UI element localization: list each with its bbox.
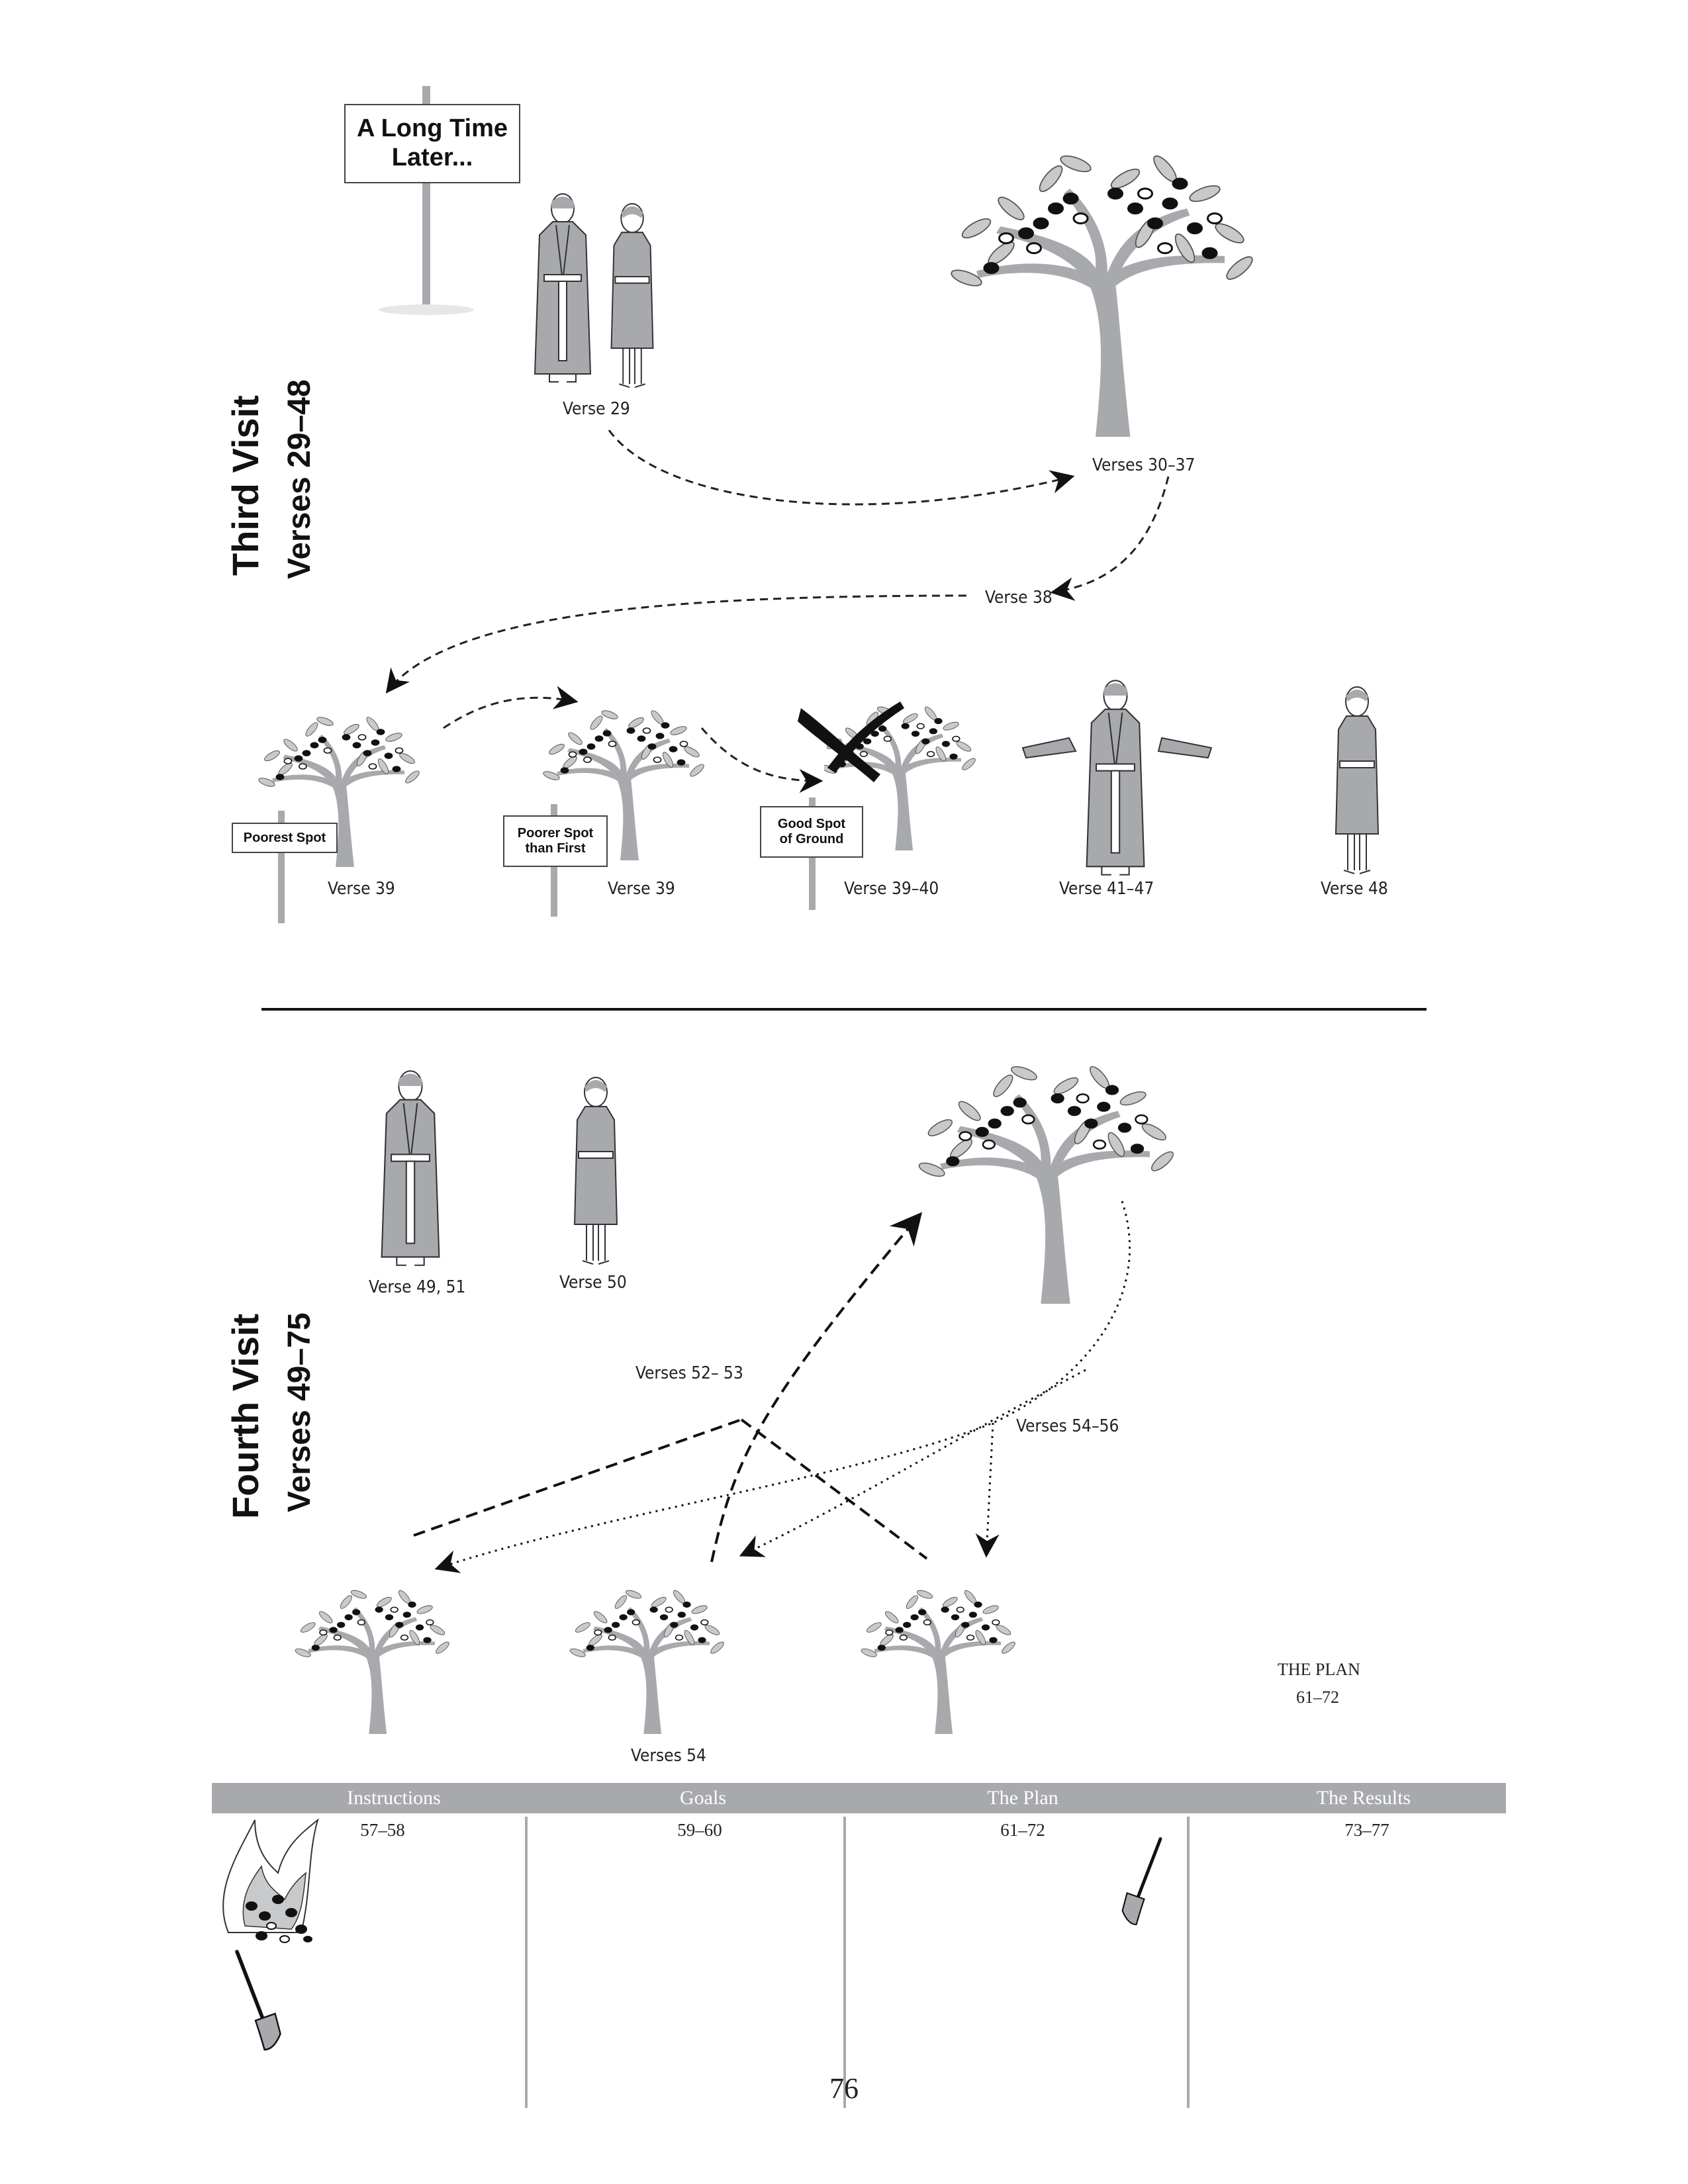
caption-verse-29: Verse 29 — [563, 399, 630, 419]
sign-line-1: A Long Time — [357, 114, 508, 143]
arrow-52-53-right — [741, 1420, 927, 1559]
column-range-instructions: 57–58 — [360, 1820, 405, 1840]
third-visit-title: Third Visit — [224, 395, 266, 576]
olive-tree-icon — [295, 1589, 451, 1734]
column-range-the-results: 73–77 — [1344, 1820, 1389, 1840]
olive-tree-icon — [949, 153, 1255, 437]
shovel-icon — [1123, 1839, 1160, 1925]
arrow-54-56-middle — [741, 1370, 1086, 1555]
column-range-goals: 59–60 — [677, 1820, 722, 1840]
column-header-the-plan: The Plan — [987, 1787, 1058, 1809]
servant-figure-icon — [1336, 687, 1378, 874]
column-header-the-results: The Results — [1316, 1787, 1411, 1809]
shovel-icon — [237, 1952, 281, 2050]
sign-poorer-spot: Poorer Spot than First — [503, 815, 608, 867]
fourth-visit-subtitle: Verses 49–75 — [282, 1312, 317, 1512]
olive-tree-icon — [917, 1064, 1176, 1304]
column-header-instructions: Instructions — [347, 1787, 441, 1809]
caption-verse-39-40: Verse 39–40 — [844, 879, 939, 899]
arrow-39-to-40 — [702, 728, 821, 781]
caption-verse-48: Verse 48 — [1321, 879, 1388, 899]
lord-open-arms-icon — [1023, 680, 1211, 874]
arrow-37-to-38 — [1053, 477, 1168, 592]
arrow-54-56-right — [986, 1423, 993, 1555]
lord-figure-icon — [382, 1071, 440, 1265]
third-visit-subtitle: Verses 29–48 — [282, 379, 317, 579]
caption-the-plan: THE PLAN — [1278, 1660, 1360, 1679]
caption-verse-49-51: Verse 49, 51 — [369, 1277, 466, 1297]
arrow-54-56-left — [437, 1201, 1130, 1569]
sign-good-spot: Good Spot of Ground — [760, 806, 863, 858]
column-header-goals: Goals — [680, 1787, 726, 1809]
fourth-visit-title: Fourth Visit — [224, 1313, 266, 1519]
arrow-29-to-30 — [609, 430, 1072, 504]
servant-figure-icon — [612, 204, 653, 387]
olive-tree-icon — [569, 1589, 726, 1734]
caption-verses-54: Verses 54 — [631, 1746, 706, 1766]
arrow-52-53-left — [414, 1420, 741, 1535]
caption-verse-41-47: Verse 41–47 — [1059, 879, 1154, 899]
sign-line-2: Later... — [391, 144, 473, 171]
servant-figure-icon — [575, 1077, 617, 1264]
caption-verse-39-b: Verse 39 — [608, 879, 675, 899]
caption-verses-30-37: Verses 30–37 — [1092, 455, 1196, 475]
page-number: 76 — [829, 2072, 859, 2105]
column-range-the-plan: 61–72 — [1000, 1820, 1045, 1840]
arrow-52-53-up — [712, 1214, 920, 1562]
caption-the-plan-range: 61–72 — [1296, 1688, 1339, 1707]
caption-verse-50: Verse 50 — [559, 1273, 627, 1293]
lord-figure-icon — [535, 194, 590, 382]
caption-verses-52-53: Verses 52– 53 — [635, 1363, 743, 1383]
sign-poorest-spot: Poorest Spot — [232, 823, 338, 853]
sign-long-time-later — [344, 104, 520, 183]
caption-verses-54-56: Verses 54–56 — [1016, 1416, 1119, 1436]
arrow-38-to-39 — [387, 596, 966, 692]
arrow-39-to-39 — [444, 698, 576, 728]
caption-verse-38: Verse 38 — [985, 588, 1053, 608]
olive-tree-icon — [861, 1589, 1017, 1734]
caption-verse-39-a: Verse 39 — [328, 879, 395, 899]
